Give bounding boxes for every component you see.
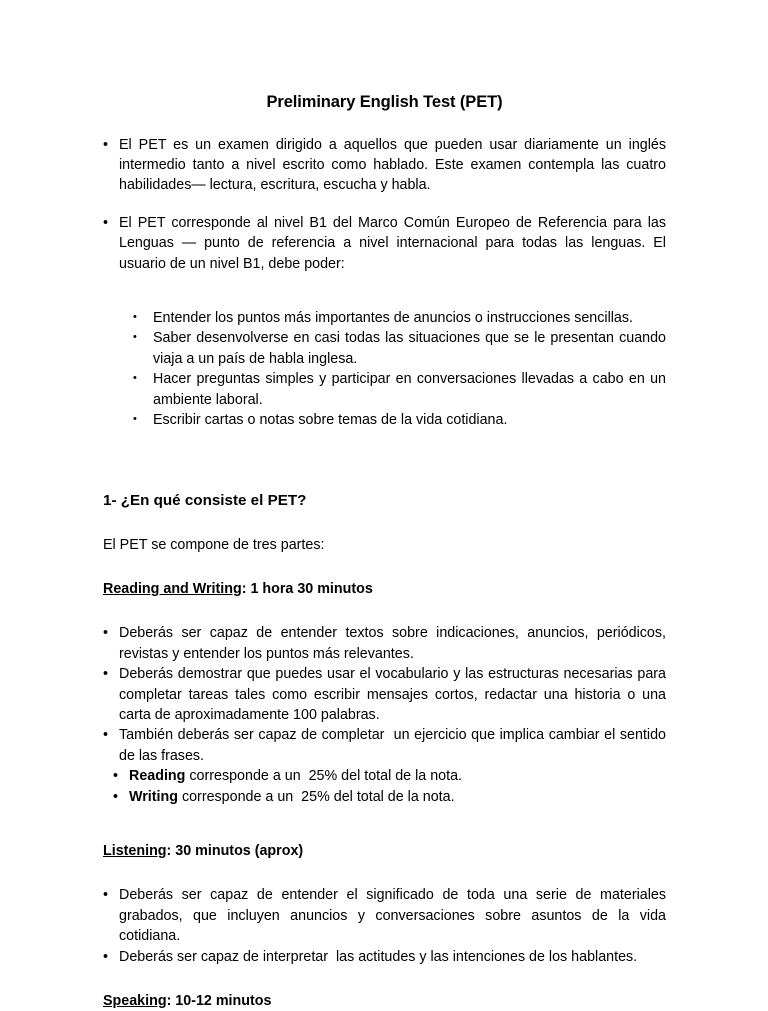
listening-bullet-2-text: Deberás ser capaz de interpretar las actitudes y las intenciones de los hablantes. xyxy=(119,948,638,965)
reading-writing-bullet-3 xyxy=(103,725,670,766)
bullet-dot-icon: • xyxy=(113,788,119,805)
part-label-listening: Listening xyxy=(103,842,167,859)
part-duration-speaking: : 10-12 minutos xyxy=(166,993,272,1009)
bullet-dot-icon: • xyxy=(113,768,119,785)
bullet-dot-icon: • xyxy=(103,666,109,683)
capability-item-text: Hacer preguntas simples y participar en conversaciones llevadas a cabo en un ambiente laboral. xyxy=(153,371,666,408)
listening-bullet-1 xyxy=(103,885,666,946)
part-heading-reading-writing xyxy=(103,579,666,599)
weight-bullet-reading xyxy=(103,766,666,786)
part-label-speaking: Speaking xyxy=(103,993,167,1009)
section-intro-text: El PET se compone de tres partes: xyxy=(103,536,325,553)
intro-bullet-1-text: El PET es un examen dirigido a aquellos que pueden usar diariamente un inglés intermedio tanto a nivel escrito como hablado. Este examen contempla las cuatro habilidades— lectura, escritura, escucha y habla. xyxy=(119,136,666,194)
bullet-dot-icon: • xyxy=(103,136,109,153)
capability-list xyxy=(103,308,666,430)
listening-bullet-1-text: Deberás ser capaz de entender el significado de toda una serie de materiales grabados, que incluyen anuncios y conversaciones sobre asuntos de la vida cotidiana. xyxy=(119,887,666,945)
part-duration-listening: : 30 minutos (aprox) xyxy=(166,842,304,859)
intro-bullet-1 xyxy=(103,135,666,196)
reading-writing-bullet-1-text: Deberás ser capaz de entender textos sobre indicaciones, anuncios, periódicos, revistas y entender los puntos más relevantes. xyxy=(119,625,666,662)
weight-term-reading: Reading xyxy=(129,768,186,785)
spacer xyxy=(103,599,666,623)
spacer xyxy=(103,807,666,841)
bullet-dot-icon: • xyxy=(103,214,109,231)
spacer xyxy=(103,967,666,991)
capability-item-text: Escribir cartas o notas sobre temas de la vida cotidiana. xyxy=(153,412,508,429)
reading-writing-bullet-3-text: También deberás ser capaz de completar un ejercicio que implica cambiar el sentido de las frases. xyxy=(119,727,670,764)
intro-bullet-2-text: El PET corresponde al nivel B1 del Marco Común Europeo de Referencia para las Lenguas — punto de referencia a nivel internacional para todas las lenguas. El usuario de un nivel B1, debe poder: xyxy=(119,214,666,272)
list-item xyxy=(103,328,666,369)
document-content xyxy=(103,92,670,1011)
spacer xyxy=(103,861,666,885)
capability-item-text: Saber desenvolverse en casi todas las situaciones que se le presentan cuando viaja a un país de habla inglesa. xyxy=(153,330,666,367)
list-item xyxy=(103,308,666,328)
page-title: Preliminary English Test (PET) xyxy=(266,93,503,111)
weight-term-writing: Writing xyxy=(129,788,178,805)
bullet-dot-icon: • xyxy=(133,311,137,324)
list-item xyxy=(103,369,666,410)
bullet-dot-icon: • xyxy=(103,948,109,965)
bullet-dot-icon: • xyxy=(133,331,137,344)
bullet-dot-icon: • xyxy=(133,372,137,385)
part-duration-reading-writing: : 1 hora 30 minutos xyxy=(241,580,373,597)
listening-bullet-2 xyxy=(103,947,666,967)
intro-bullet-2 xyxy=(103,213,666,274)
spacer xyxy=(103,555,666,579)
part-label-reading-writing: Reading and Writing xyxy=(103,580,242,597)
capability-item-text: Entender los puntos más importantes de anuncios o instrucciones sencillas. xyxy=(153,310,633,327)
reading-writing-bullet-2-text: Deberás demostrar que puedes usar el vocabulario y las estructuras necesarias para completar tareas tales como escribir mensajes cortos, redactar una historia o una carta de aproximadamente 100 palabras. xyxy=(119,666,666,723)
spacer xyxy=(103,511,666,535)
weight-text-writing: corresponde a un 25% del total de la nota. xyxy=(177,788,455,805)
bullet-dot-icon: • xyxy=(103,887,109,904)
part-heading-speaking xyxy=(103,991,666,1011)
bullet-dot-icon: • xyxy=(103,625,109,642)
bullet-dot-icon: • xyxy=(103,727,109,744)
spacer xyxy=(103,291,666,308)
section-heading-1: 1- ¿En qué consiste el PET? xyxy=(103,491,307,509)
weight-text-reading: corresponde a un 25% del total de la nota. xyxy=(185,768,463,785)
part-heading-listening xyxy=(103,841,666,861)
reading-writing-bullet-1 xyxy=(103,623,666,664)
list-item xyxy=(103,410,666,430)
bullet-dot-icon: • xyxy=(133,413,137,426)
spacer xyxy=(103,431,666,491)
reading-writing-bullet-2 xyxy=(103,664,666,725)
weight-bullet-writing xyxy=(103,787,666,807)
